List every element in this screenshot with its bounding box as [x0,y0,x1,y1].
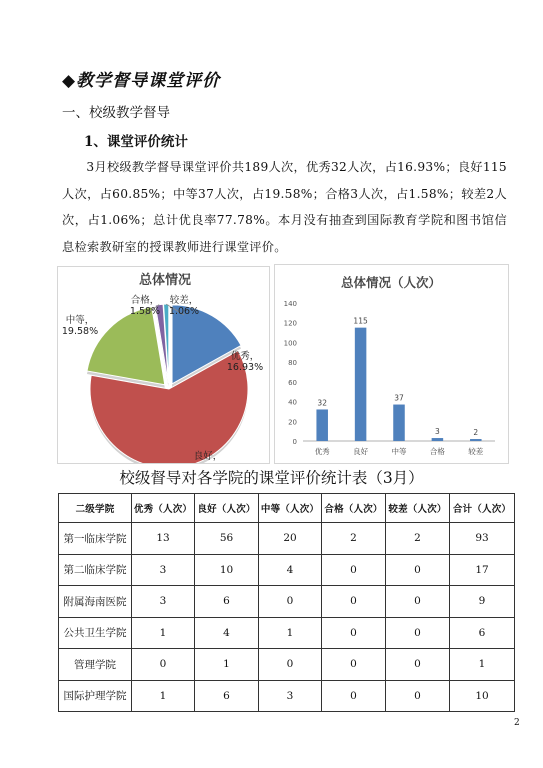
table-caption: 校级督导对各学院的课堂评价统计表（3月） [119,469,424,487]
table-header-row [59,494,515,523]
x-tick-label: 优秀 [314,447,330,456]
bar-data-label: 32 [317,398,327,408]
table-cell: 0 [386,680,450,712]
section-title-text: 教学督导课堂评价 [76,71,221,91]
bar-data-label: 115 [353,316,368,326]
college-evaluation-table [58,493,515,712]
header-cell: 合格（人次） [322,494,386,523]
header-cell: 良好（人次） [195,494,259,523]
y-tick-label: 100 [283,339,297,348]
table-cell: 10 [195,554,259,586]
pie-slice-value: 1.06% [168,306,200,317]
pie-chart [58,267,269,463]
table-cell: 4 [259,554,322,586]
table-cell: 0 [386,617,450,649]
y-tick-label: 40 [288,398,297,407]
table-cell: 0 [386,649,450,681]
bar-chart-panel [274,264,509,464]
header-cell: 合计（人次） [450,494,515,523]
table-cell: 17 [450,554,515,586]
header-cell: 中等（人次） [259,494,322,523]
table-cell: 0 [132,649,195,681]
bar-合格 [432,438,444,441]
table-cell: 1 [195,649,259,681]
pie-chart-title: 总体情况 [138,273,192,288]
table-cell: 3 [132,554,195,586]
table-cell: 0 [322,680,386,712]
table-cell: 6 [450,617,515,649]
bar-中等 [393,405,405,441]
table-row [59,586,515,618]
pie-slice-value: 1.58% [129,306,161,317]
section-title [62,66,220,91]
table-cell: 1 [450,649,515,681]
table-cell: 6 [195,680,259,712]
header-cell: 二级学院 [59,494,132,523]
table-cell: 1 [259,617,322,649]
bar-较差 [470,439,482,441]
heading-level2: 1、课堂评价统计 [84,134,188,150]
bar-data-label: 2 [473,428,479,438]
y-tick-label: 60 [288,378,297,387]
table-cell: 6 [195,586,259,618]
bar-chart [275,265,508,463]
table-cell: 0 [259,649,322,681]
college-name-cell: 公共卫生学院 [59,617,132,649]
x-tick-label: 较差 [468,447,484,456]
table-cell: 4 [195,617,259,649]
table-cell: 0 [386,554,450,586]
y-tick-label: 20 [288,418,297,427]
bar-data-label: 37 [394,393,404,403]
college-name-cell: 第一临床学院 [59,523,132,555]
page-number: 2 [514,718,520,728]
table-row [59,680,515,712]
bar-data-label: 3 [435,427,440,437]
y-tick-label: 120 [283,319,297,328]
table-cell: 10 [450,680,515,712]
table-cell: 3 [132,586,195,618]
pie-slice-中等 [87,307,165,385]
college-name-cell: 第二临床学院 [59,554,132,586]
table-cell: 0 [322,586,386,618]
table-cell: 0 [386,586,450,618]
table-cell: 1 [132,617,195,649]
pie-slice-label: 较差， [169,295,199,306]
x-tick-label: 合格 [429,447,445,456]
pie-slice-value [190,462,226,463]
table-cell: 1 [132,680,195,712]
y-tick-label: 80 [288,359,297,368]
table-cell: 0 [322,554,386,586]
table-cell: 13 [132,523,195,555]
y-tick-label: 0 [292,438,297,446]
table-row [59,649,515,681]
table-row [59,617,515,649]
pie-slice-label: 中等， [65,315,95,326]
pie-slice-label: 优秀， [230,351,260,362]
summary-paragraph: 3月校级教学督导课堂评价共189人次，优秀32人次，占16.93%；良好115人次，占60.85%；中等37人次，占19.58%；合格3人次，占1.58%；较差2人次，占1.06%；总计优良率77.78%。本月没有抽查到国际教育学院和图书馆信息检索教研室的授课教师进行课堂评价。 [62,160,507,254]
table-cell: 0 [322,649,386,681]
table-cell: 3 [259,680,322,712]
bar-chart-title: 总体情况（人次） [340,275,442,290]
bar-良好 [355,328,367,441]
table-cell: 20 [259,523,322,555]
table-cell: 2 [322,523,386,555]
header-cell: 较差（人次） [386,494,450,523]
pie-slice-label: 合格， [130,295,160,306]
table-row [59,554,515,586]
pie-slice-label: 良好， [193,451,223,462]
college-name-cell: 国际护理学院 [59,680,132,712]
table-cell: 2 [386,523,450,555]
heading-level1: 一、校级教学督导 [62,105,170,121]
pie-chart-panel [57,266,270,464]
x-tick-label: 中等 [391,447,407,456]
college-name-cell: 管理学院 [59,649,132,681]
x-tick-label: 良好 [353,447,369,456]
table-cell: 93 [450,523,515,555]
header-cell: 优秀（人次） [132,494,195,523]
diamond-bullet-icon: ◆ [62,71,77,91]
table-cell: 0 [322,617,386,649]
table-cell: 56 [195,523,259,555]
table-row [59,523,515,555]
y-tick-label: 140 [283,300,297,308]
table-cell: 9 [450,586,515,618]
table-cell: 0 [259,586,322,618]
pie-slice-value: 19.58% [61,326,99,337]
pie-slice-value: 16.93% [226,362,264,373]
bar-优秀 [316,409,328,441]
college-name-cell: 附属海南医院 [59,586,132,618]
